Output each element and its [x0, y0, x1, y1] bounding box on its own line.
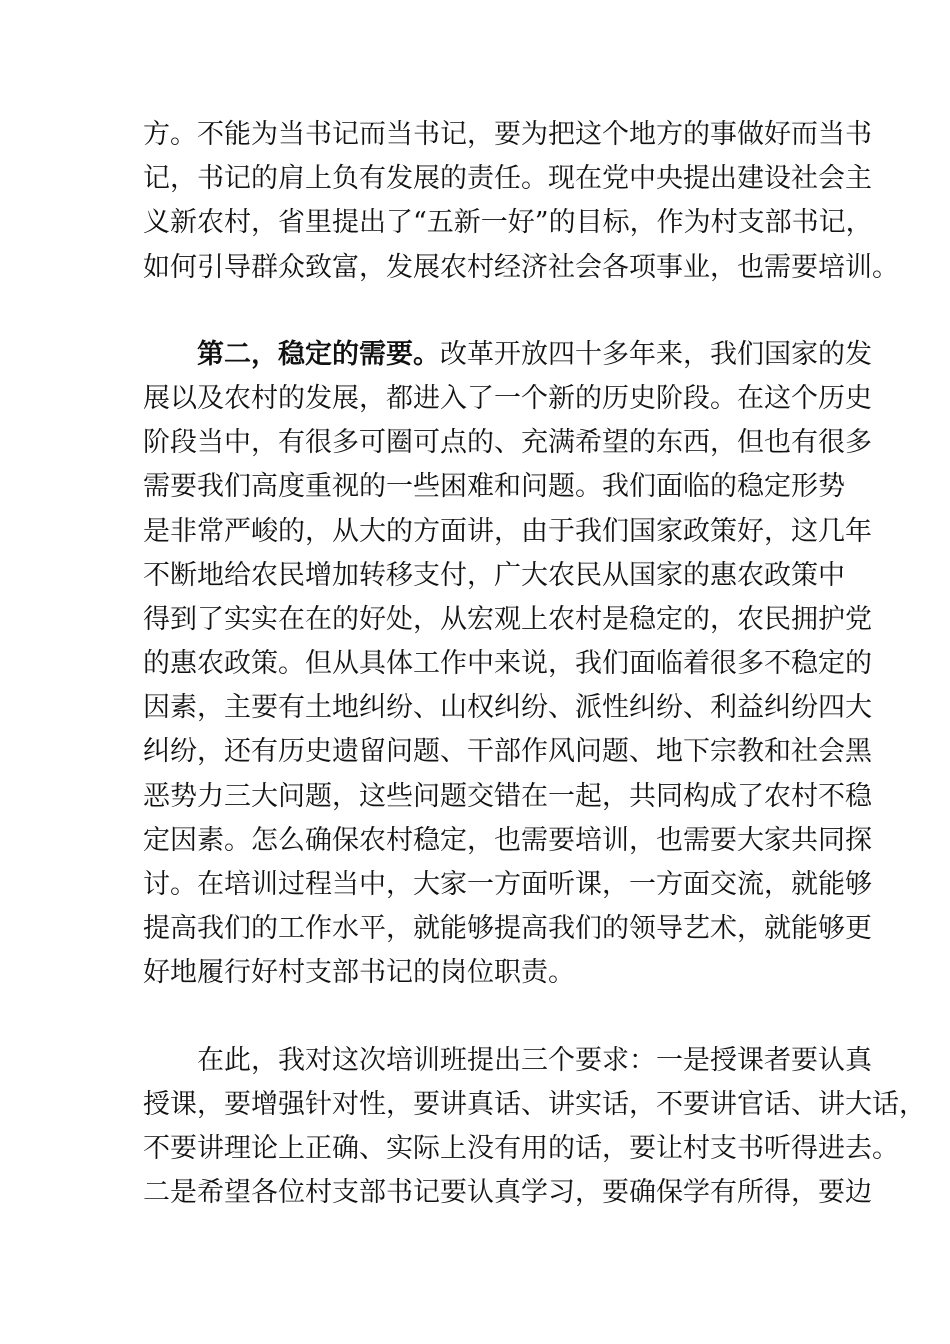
text-line: 提高我们的工作水平，就能够提高我们的领导艺术，就能够更	[143, 913, 872, 945]
text-line: 记，书记的肩上负有发展的责任。现在党中央提出建设社会主	[143, 163, 872, 195]
text-span: 改革开放四十多年来，我们国家的发	[440, 338, 872, 370]
text-line	[143, 333, 872, 377]
text-line: 不断地给农民增加转移支付，广大农民从国家的惠农政策中	[143, 559, 845, 591]
paragraph-3	[143, 1039, 926, 1216]
text-line: 阶段当中，有很多可圈可点的、充满希望的东西，但也有很多	[143, 427, 872, 459]
paragraph-2	[143, 333, 872, 996]
text-line: 讨。在培训过程当中，大家一方面听课，一方面交流，就能够	[143, 869, 872, 900]
text-line: 如何引导群众致富，发展农村经济社会各项事业，也需要培训。	[143, 251, 899, 283]
text-line: 定因素。怎么确保农村稳定，也需要培训，也需要大家共同探	[143, 824, 872, 856]
text-line: 义新农村，省里提出了“五新一好”的目标，作为村支部书记，	[143, 207, 873, 239]
text-line: 授课，要增强针对性，要讲真话、讲实话，不要讲官话、讲大话，	[143, 1088, 926, 1120]
text-line: 展以及农村的发展，都进入了一个新的历史阶段。在这个历史	[143, 382, 872, 414]
paragraph-1	[143, 113, 899, 290]
text-line: 因素，主要有土地纠纷、山权纠纷、派性纠纷、利益纠纷四大	[143, 692, 872, 724]
text-line: 不要讲理论上正确、实际上没有用的话，要让村支书听得进去。	[143, 1132, 899, 1164]
text-line: 方。不能为当书记而当书记，要为把这个地方的事做好而当书	[143, 119, 872, 150]
text-line: 是非常严峻的，从大的方面讲，由于我们国家政策好，这几年	[143, 515, 872, 547]
text-line: 好地履行好村支部书记的岗位职责。	[143, 957, 575, 989]
text-line: 需要我们高度重视的一些困难和问题。我们面临的稳定形势	[143, 471, 845, 503]
document-page	[143, 113, 926, 1258]
text-line: 的惠农政策。但从具体工作中来说，我们面临着很多不稳定的	[143, 648, 872, 680]
text-line: 纠纷，还有历史遗留问题、干部作风问题、地下宗教和社会黑	[143, 736, 872, 768]
text-line: 二是希望各位村支部书记要认真学习，要确保学有所得，要边	[143, 1177, 872, 1209]
text-line: 恶势力三大问题，这些问题交错在一起，共同构成了农村不稳	[143, 780, 872, 812]
text-line: 得到了实实在在的好处，从宏观上农村是稳定的，农民拥护党	[143, 603, 872, 635]
text-line: 在此，我对这次培训班提出三个要求：一是授课者要认真	[197, 1044, 872, 1076]
paragraph-heading: 第二，稳定的需要。	[197, 338, 440, 370]
